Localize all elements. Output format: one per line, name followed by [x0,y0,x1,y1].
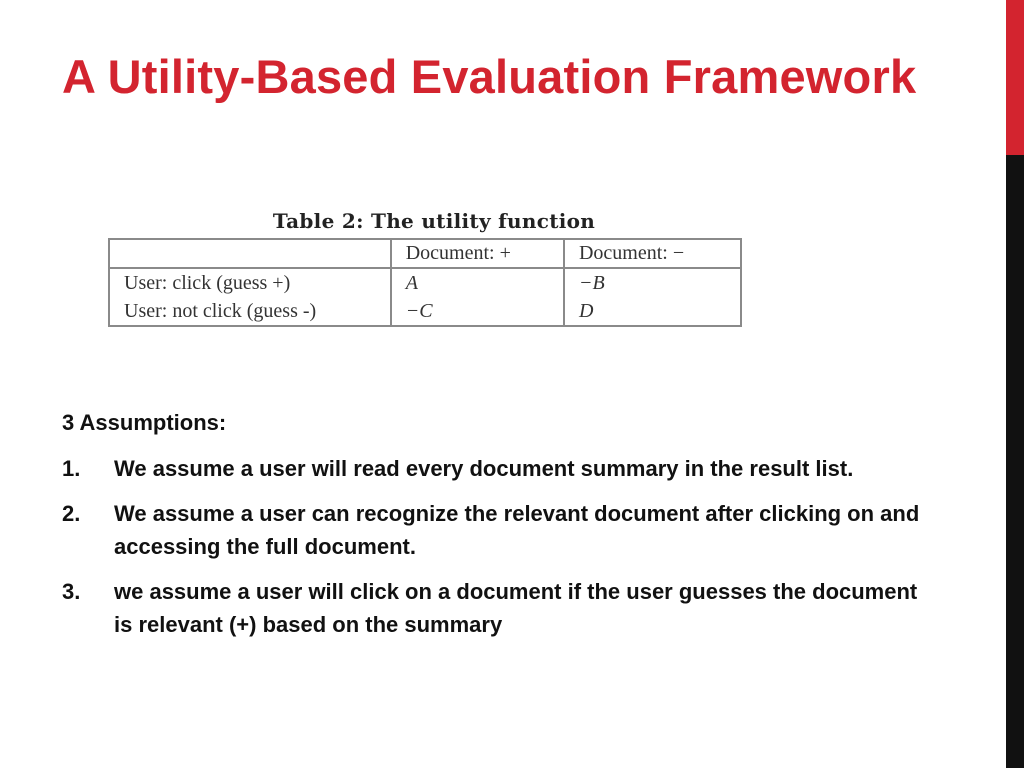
list-item-text: we assume a user will click on a document if the user guesses the document is relevant (+) based on the summary [114,579,918,637]
table-row-label: User: not click (guess -) [109,297,391,326]
table-row [109,297,741,326]
accent-bar-red [1006,0,1024,155]
slide-title: A Utility-Based Evaluation Framework [62,50,917,103]
table-cell: A [391,268,564,297]
table-cell: −C [391,297,564,326]
table-row [109,268,741,297]
list-item-text: We assume a user will read every document summary in the result list. [114,456,854,481]
assumptions-heading: 3 Assumptions: [62,410,227,435]
list-item [62,575,922,641]
assumptions-section [62,408,922,653]
table-row-label: User: click (guess +) [109,268,391,297]
list-item [62,497,922,563]
list-item-text: We assume a user can recognize the relevant document after clicking on and accessing the full document. [114,501,920,559]
table-header-cell-doc-minus: Document: − [564,239,741,268]
table-header-row [109,239,741,268]
table-caption: Table 2: The utility function [272,209,596,233]
table-header-cell-empty [109,239,391,268]
list-item-number: 2. [62,501,81,526]
table-header-cell-doc-plus: Document: + [391,239,564,268]
list-item [62,452,922,485]
table-cell: D [564,297,741,326]
utility-table [108,238,742,327]
list-item-number: 1. [62,456,81,481]
list-item-number: 3. [62,579,81,604]
table-cell: −B [564,268,741,297]
accent-bar-black [1006,155,1024,768]
utility-table-figure [108,209,742,327]
